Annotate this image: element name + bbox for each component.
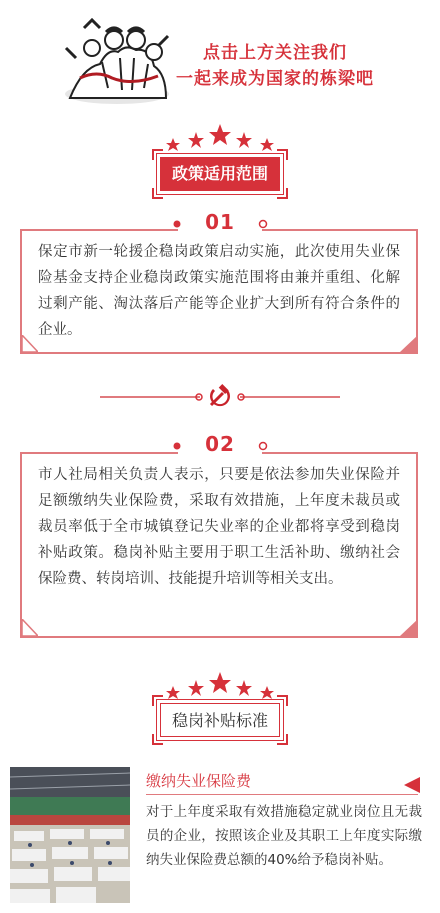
header-line-1: 点击上方关注我们 (203, 43, 347, 63)
header-line-2: 一起来成为国家的栋梁吧 (176, 69, 374, 89)
divider-dot-icon (237, 393, 245, 401)
bracket-corner-icon (152, 149, 164, 161)
section-title-subsidy-standard: 稳岗补贴标准 (160, 703, 280, 737)
bracket-corner-icon (276, 733, 288, 745)
bracket-corner-icon (152, 695, 164, 707)
bracket-corner-icon (152, 187, 164, 199)
section-title-policy-scope: 政策适用范围 (160, 157, 280, 191)
header-illustration (62, 18, 172, 106)
card-2-text: 市人社局相关负责人表示，只要是依法参加失业保险并足额缴纳失业保险费，采取有效措施，上年度未裁员或裁员率低于全市城镇登记失业率的企业都将享受到稳岗补贴政策。稳岗补贴主要用于职工生活补助、缴纳社会保险费、转岗培训、技能提升培训等相关支出。 (38, 467, 400, 587)
corner-triangle-icon (400, 619, 418, 636)
number-dots-icon (172, 441, 268, 451)
job-fair-photo (10, 767, 130, 903)
hammer-sickle-icon (207, 383, 233, 409)
subsidy-item-text: 对于上年度采取有效措施稳定就业岗位且无裁员的企业，按照该企业及其职工上年度实际缴纳失业保险费总额的40%给予稳岗补贴。 (146, 804, 422, 868)
divider-line-right (240, 396, 340, 398)
subsidy-item-underline (146, 794, 418, 795)
corner-triangle-icon (22, 619, 38, 636)
policy-card-2 (20, 452, 418, 638)
corner-triangle-icon (400, 335, 418, 352)
corner-triangle-icon (22, 335, 38, 352)
divider-dot-icon (195, 393, 203, 401)
card-1-number: 01 (205, 210, 235, 234)
policy-card-1 (20, 229, 418, 354)
bracket-corner-icon (276, 695, 288, 707)
arrow-left-triangle-icon (404, 777, 420, 793)
stars-decoration-1 (0, 122, 440, 152)
bracket-corner-icon (276, 149, 288, 161)
bracket-corner-icon (152, 733, 164, 745)
subsidy-item-title: 缴纳失业保险费 (146, 772, 252, 790)
card-1-text: 保定市新一轮援企稳岗政策启动实施，此次使用失业保险基金支持企业稳岗政策实施范围将由兼并重组、化解过剩产能、淘汰落后产能等企业扩大到所有符合条件的企业。 (38, 244, 400, 338)
bracket-corner-icon (276, 187, 288, 199)
number-dots-icon (172, 219, 268, 229)
divider-line-left (100, 396, 200, 398)
card-2-number: 02 (205, 432, 235, 456)
stars-decoration-2 (0, 670, 440, 700)
